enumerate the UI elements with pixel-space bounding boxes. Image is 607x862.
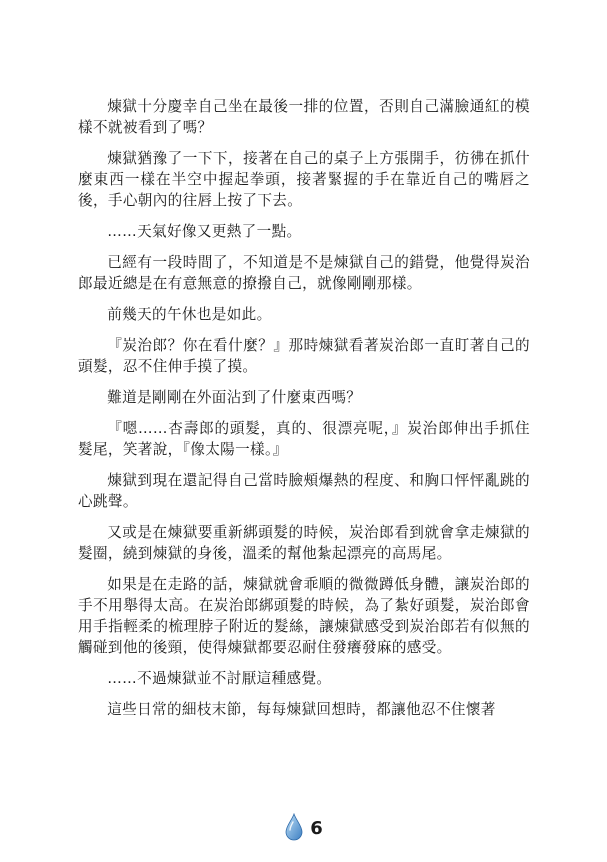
paragraph: 這些日常的細枝末節，每每煉獄回想時，都讓他忍不住懷著 xyxy=(107,701,496,718)
paragraph: 如果是在走路的話，煉獄就會乖順的微微蹲低身體，讓炭治郎的手不用舉得太高。在炭治郎綁頭髮的時候，為了紮好頭髮，炭治郎會用手指輕柔的梳理脖子附近的髮絲，讓煉獄感受到炭治郎若有似無的觸碰到他的後頸，使得煉獄都要忍耐住發癢發麻的感受。 xyxy=(78,576,530,656)
page-number: 6 xyxy=(310,818,323,839)
paragraph: ……天氣好像又更熱了一點。 xyxy=(107,223,302,240)
paragraph: 『炭治郎？你在看什麼？』那時煉獄看著炭治郎一直盯著自己的頭髮，忍不住伸手摸了摸。 xyxy=(78,337,530,375)
paragraph: 又或是在煉獄要重新綁頭髮的時候，炭治郎看到就會拿走煉獄的髮圈，繞到煉獄的身後，溫柔的幫他紮起漂亮的高馬尾。 xyxy=(78,524,530,562)
paragraph: 『嗯……杏壽郎的頭髮，真的、很漂亮呢，』炭治郎伸出手抓住髮尾，笑著說，『像太陽一樣。』 xyxy=(78,420,530,458)
paragraph: ……不過煉獄並不討厭這種感覺。 xyxy=(107,670,332,687)
paragraph: 已經有一段時間了，不知道是不是煉獄自己的錯覺，他覺得炭治郎最近總是在有意無意的撩撥自己，就像剛剛那樣。 xyxy=(78,254,530,292)
paragraph: 煉獄猶豫了一下下，接著在自己的桌子上方張開手，彷彿在抓什麼東西一樣在半空中握起拳頭，接著緊握的手在靠近自己的嘴唇之後，手心朝內的往唇上按了下去。 xyxy=(78,150,530,209)
paragraph: 煉獄到現在還記得自己當時臉頰爆熱的程度、和胸口怦怦亂跳的心跳聲。 xyxy=(78,472,530,510)
page-footer xyxy=(0,812,607,842)
paragraph: 煉獄十分慶幸自己坐在最後一排的位置，否則自己滿臉通紅的模樣不就被看到了嗎？ xyxy=(78,98,530,136)
water-drop-icon xyxy=(284,813,304,841)
body-text xyxy=(78,96,530,730)
paragraph: 難道是剛剛在外面沾到了什麼東西嗎？ xyxy=(107,389,362,406)
paragraph: 前幾天的午休也是如此。 xyxy=(107,306,272,323)
